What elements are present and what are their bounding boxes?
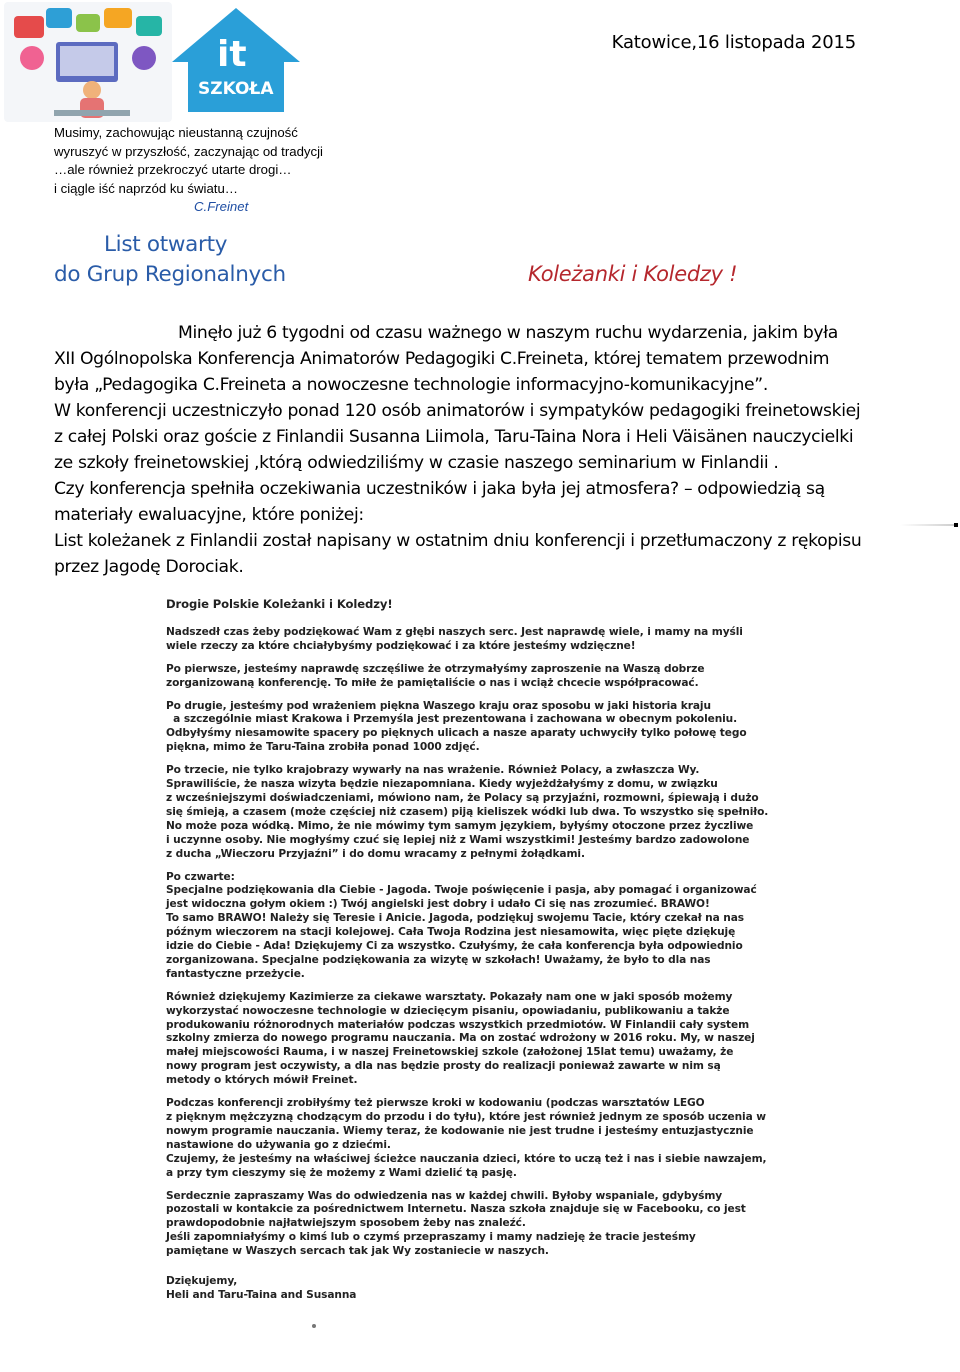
letter-line: nowy program jest oczywisty, a dla nas będzie prosty do realizacji ponieważ zawarte w nim są — [166, 1060, 721, 1073]
letter-line: Czujemy, że jesteśmy na właściwej ścieżce nauczania dzieci, które to uczą też i nas i siebie nawzajem, — [166, 1152, 767, 1165]
body-line: List koleżanek z Finlandii został napisany w ostatnim dniu konferencji i przetłumaczony z rękopisu — [54, 531, 862, 551]
motto-line: Musimy, zachowując nieustanną czujność — [54, 125, 298, 140]
main-body-text — [54, 320, 914, 580]
letter-line: No może poza wódką. Mimo, że nie mówimy tym samym językiem, byłyśmy otoczone przez życzliwe — [166, 819, 754, 832]
body-line: z całej Polski oraz goście z Finlandii Susanna Liimola, Taru-Taina Nora i Heli Väisänen nauczycielki — [54, 427, 854, 447]
letter-paragraph — [166, 764, 846, 861]
letter-line: Specjalne podziękowania dla Ciebie - Jagoda. Twoje poświęcenie i pasja, aby pomagać i organizować — [166, 884, 757, 897]
page-title — [54, 230, 286, 290]
letter-line: Po drugie, jesteśmy pod wrażeniem piękna Waszego kraju oraz sposobu w jaki historia kraju — [166, 699, 711, 712]
letter-paragraph — [166, 991, 846, 1088]
motto-line: i ciągle iść naprzód ku światu… — [54, 180, 238, 196]
it-szkola-logo — [4, 2, 300, 122]
letter-line: z wcześniejszymi doświadczeniami, mówiono nam, że Polacy są przyjaźni, rozmowni, śpiewają i dużo — [166, 791, 759, 804]
logo-it-text: it — [217, 34, 247, 75]
letter-line: zorganizowaną konferencję. To miłe że pamiętaliście o nas i wciąż chcecie współpracować. — [166, 676, 699, 689]
desk-icon — [54, 110, 130, 116]
letter-line: i uczynne osoby. Nie mogłyśmy czuć się lepiej niż z Wami wszystkimi! Jesteśmy bardzo zadowolone — [166, 833, 750, 846]
body-line: XII Ogólnopolska Konferencja Animatorów Pedagogiki C.Freineta, której tematem przewodnim — [54, 349, 830, 369]
letter-line: metody o których mówił Freinet. — [166, 1074, 358, 1087]
body-line: Czy konferencja spełniła oczekiwania uczestników i jaka była jej atmosfera? – odpowiedzią są — [54, 479, 825, 499]
title-line-1: List otwarty — [104, 232, 228, 257]
letter-line: prawdopodobnie najłatwiejszym sposobem żeby nas znaleźć. — [166, 1217, 526, 1230]
gear-icon — [132, 46, 156, 70]
divider-mark — [900, 524, 956, 526]
body-line: ze szkoły freinetowskiej ,którą odwiedziliśmy w czasie naszego seminarium w Finlandii . — [54, 453, 779, 473]
body-line: była „Pedagogika C.Freineta a nowoczesne technologie informacyjno-komunikacyjne”. — [54, 375, 768, 395]
letter-line: wykorzystać nowoczesne technologie w dziecięcym pisaniu, opowiadaniu, publikowaniu a także — [166, 1004, 730, 1017]
chart-icon — [136, 16, 162, 36]
divider-dot — [954, 523, 958, 527]
letter-line: Po czwarte: — [166, 870, 235, 883]
letter-paragraph — [166, 1097, 846, 1180]
doc-icon — [104, 8, 132, 28]
letter-line: zorganizowana. Specjalne podziękowania za wizytę w szkołach! Uważamy, że było to dla nas — [166, 953, 711, 966]
letter-paragraph — [166, 1190, 846, 1260]
letter-line: jest widoczna gołym okiem :) Twój angielski jest dobry i udało Ci się nas zrozumieć. BRAWO! — [166, 898, 710, 911]
letter-line: Odbyłyśmy niesamowite spacery po pięknych ulicach a nasze aparaty uchwyciły tylko połowę tego — [166, 727, 747, 740]
letter-paragraph — [166, 626, 846, 654]
letter-paragraphs — [166, 626, 846, 1259]
logo-graphic — [4, 2, 300, 122]
message-icon — [76, 14, 100, 32]
motto-line: …ale również przekroczyć utarte drogi… — [54, 162, 292, 177]
logo-szkola-text: SZKOŁA — [198, 79, 274, 99]
letter-line: z ducha „Wieczoru Przyjaźni” i do domu wracamy z pełnymi żołądkami. — [166, 847, 585, 860]
letter-line: a szczególnie miast Krakowa i Przemyśla jest prezentowana i zachowana w obecnym pokoleniu. — [166, 713, 738, 726]
letter-line: Serdecznie zapraszamy Was do odwiedzenia nas w każdej chwili. Byłoby wspaniale, gdybyśmy — [166, 1189, 723, 1202]
signature-line: Dziękujemy, — [166, 1275, 238, 1288]
letter-line: piękna, mimo że Taru-Taina zrobiła ponad 1000 zdjęć. — [166, 741, 480, 754]
letter-line: Nadszedł czas żeby podziękować Wam z głębi naszych serc. Jest naprawdę wiele, i mamy na myśli — [166, 625, 743, 638]
footer-mark — [312, 1324, 316, 1328]
body-line: Minęło już 6 tygodni od czasu ważnego w naszym ruchu wydarzenia, jakim była — [178, 323, 838, 343]
letter-line: To samo BRAWO! Należy się Teresie i Anicie. Jagoda, podziękuj swojemu Tacie, który czekał na nas — [166, 912, 744, 925]
title-line-2: do Grup Regionalnych — [54, 262, 286, 287]
letter-line: Jeśli zapomniałyśmy o kimś lub o czymś przepraszamy i mamy nadzieję że tracie jesteśmy — [166, 1231, 696, 1244]
finnish-letter-scan — [166, 598, 846, 1303]
letter-paragraph — [166, 663, 846, 691]
greeting: Koleżanki i Koledzy ! — [528, 262, 738, 286]
letter-line: późnym wieczorem na stacji kolejowej. Cała Twoja Rodzina jest niesamowita, więc pięte dziękuję — [166, 926, 736, 939]
letter-line: fantastyczne przeżycie. — [166, 967, 305, 980]
letter-line: Sprawiliście, że nasza wizyta będzie niezapomniana. Kiedy wyjeżdżałyśmy z domu, w związku — [166, 778, 718, 791]
letter-line: produkowaniu różnorodnych materiałów podczas wszystkich przedmiotów. W Finlandii cały system — [166, 1018, 750, 1031]
letter-line: pozostali w kontakcie za pośrednictwem Internetu. Nasza szkoła znajduje się w Facebooku, co jest — [166, 1203, 746, 1216]
letter-paragraph — [166, 871, 846, 982]
letter-line: nowym programie nauczania. Wiemy teraz, że kodowanie nie jest trudne i jesteśmy entuzjastycznie — [166, 1124, 754, 1137]
letter-line: Również dziękujemy Kazimierze za ciekawe warsztaty. Pokazały nam one w jaki sposób możemy — [166, 990, 733, 1003]
letter-line: pamiętane w Waszych sercach tak jak Wy zostaniecie w naszych. — [166, 1245, 549, 1258]
letter-line: małej miejscowości Rauma, i w naszej Freinetowskiej szkole (założonej 15lat temu) uważamy, że — [166, 1046, 734, 1059]
letter-line: wiele rzeczy za które chciałybyśmy podziękować i za które jesteśmy wdzięczne! — [166, 639, 636, 652]
body-line: W konferencji uczestniczyło ponad 120 osób animatorów i sympatyków pedagogiki freinetowskiej — [54, 401, 861, 421]
motto-author: C.Freinet — [194, 199, 249, 214]
letter-paragraph — [166, 700, 846, 756]
mail-icon — [14, 16, 44, 38]
letter-line: z pięknym mężczyzną chodzącym do przodu i do tyłu), które jest również jednym ze sposób uczenia w — [166, 1111, 766, 1123]
letter-line: nastawione do używania go z dziećmi. — [166, 1138, 391, 1151]
letter-line: szkolny zmierza do nowego programu nauczania. Ma on zostać wdrożony w 2016 roku. My, w naszej — [166, 1032, 755, 1045]
dollar-icon — [20, 46, 44, 70]
body-line: przez Jagodę Dorociak. — [54, 557, 244, 577]
signature-line: Heli and Taru-Taina and Susanna — [166, 1288, 357, 1301]
chat-icon — [46, 8, 72, 28]
motto-line: wyruszyć w przyszłość, zaczynając od tradycji — [54, 143, 323, 159]
letter-date: Katowice,16 listopada 2015 — [611, 32, 856, 53]
body-line: materiały ewaluacyjne, które poniżej: — [54, 505, 364, 525]
letter-line: idzie do Ciebie - Ada! Dziękujemy Ci za wszystko. Czułyśmy, że cała konferencja była odpowiednio — [166, 940, 743, 953]
letter-line: Po pierwsze, jesteśmy naprawdę szczęśliwe że otrzymałyśmy zaproszenie na Waszą dobrze — [166, 662, 705, 675]
motto-quote — [54, 124, 323, 217]
letter-line: się śmieją, a czasem (może częściej niż czasem) piją kieliszek wódki lub dwa. To wszystko się spełniło. — [166, 805, 769, 818]
letter-line: Podczas konferencji zrobiłyśmy też pierwsze kroki w kodowaniu (podczas warsztatów LEGO — [166, 1097, 705, 1110]
letter-heading: Drogie Polskie Koleżanki i Koledzy! — [166, 597, 393, 611]
letter-line: a przy tym cieszymy się że możemy z Wami dzielić tą pasję. — [166, 1166, 517, 1179]
letter-line: Po trzecie, nie tylko krajobrazy wywarły na nas wrażenie. Również Polacy, a zwłaszcza Wy. — [166, 764, 700, 777]
letter-signature — [166, 1275, 846, 1303]
person-icon — [83, 81, 101, 99]
